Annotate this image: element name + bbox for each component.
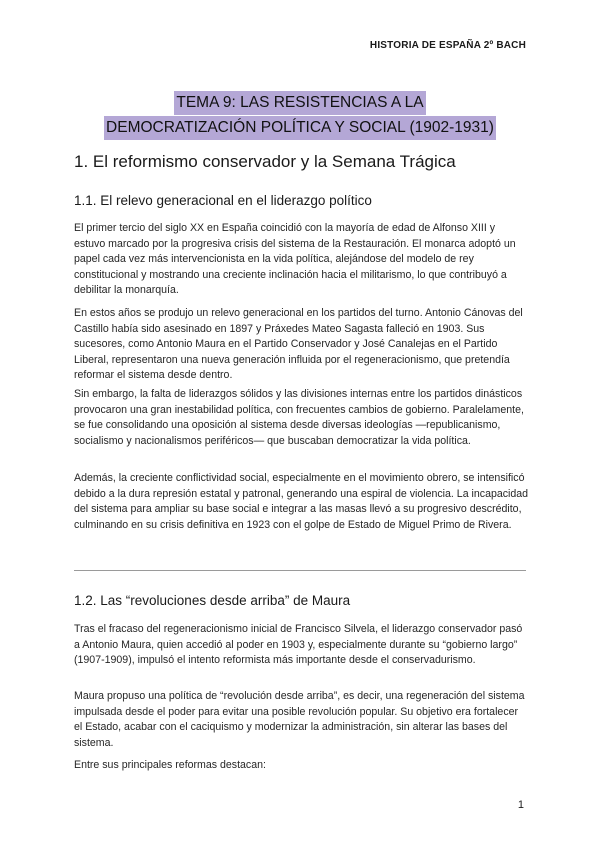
paragraph: Maura propuso una política de “revolución desde arriba”, es decir, una regeneración del sistema impulsada desde el poder para evitar una posible revolución popular. Su objetivo era fortalecer el Estado, acabar con el caciquismo y modernizar la administración, sin alterar las bases del sistema. xyxy=(74,690,525,749)
course-header: HISTORIA DE ESPAÑA 2º BACH xyxy=(369,40,526,51)
topic-title-line-1: TEMA 9: LAS RESISTENCIAS A LA xyxy=(174,91,425,115)
paragraph: El primer tercio del siglo XX en España coincidió con la mayoría de edad de Alfonso XIII y estuvo marcado por la progresiva crisis del sistema de la Restauración. El monarca adoptó un papel cada vez más intervencionista en la vida política, alejándose del modelo de rey constitucional y mostrando una creciente inclinación hacia el militarismo, lo que contribuyó a debilitar la monarquía. xyxy=(74,222,516,297)
subsection-heading-1-1: 1.1. El relevo generacional en el liderazgo político xyxy=(74,193,372,208)
page-number: 1 xyxy=(517,799,524,811)
topic-title-line-2: DEMOCRATIZACIÓN POLÍTICA Y SOCIAL (1902-1931) xyxy=(104,116,496,140)
section-divider xyxy=(74,570,526,571)
paragraph: Tras el fracaso del regeneracionismo inicial de Francisco Silvela, el liderazgo conservador pasó a Antonio Maura, quien accedió al poder en 1903 y, especialmente durante su “gobierno largo” (1907-1909), impulsó el intento reformista más importante desde el conservadurismo. xyxy=(74,623,523,667)
section-heading: 1. El reformismo conservador y la Semana Trágica xyxy=(74,152,456,171)
paragraph: Además, la creciente conflictividad social, especialmente en el movimiento obrero, se intensificó debido a la dura represión estatal y patronal, generando una espiral de violencia. La incapacidad del sistema para ampliar su base social e integrar a las masas llevó a su progresivo descrédito, culminando en su crisis definitiva en 1923 con el golpe de Estado de Miguel Primo de Rivera. xyxy=(74,472,529,531)
topic-title xyxy=(0,91,600,141)
paragraph: Entre sus principales reformas destacan: xyxy=(74,759,266,771)
paragraph: Sin embargo, la falta de liderazgos sólidos y las divisiones internas entre los partidos dinásticos provocaron una gran inestabilidad política, con frecuentes cambios de gobierno. Paralelamente, se fue consolidando una oposición al sistema desde diversas ideologías —republicanismo, socialismo y nacionalismos periféricos— que buscaban democratizar la vida política. xyxy=(74,388,524,447)
subsection-heading-1-2: 1.2. Las “revoluciones desde arriba” de Maura xyxy=(74,593,351,608)
paragraph: En estos años se produjo un relevo generacional en los partidos del turno. Antonio Cánovas del Castillo había sido asesinado en 1897 y Práxedes Mateo Sagasta falleció en 1903. Sus sucesores, como Antonio Maura en el Partido Conservador y José Canalejas en el Partido Liberal, representaron una nueva generación influida por el regeneracionismo, que pretendía reformar el sistema desde dentro. xyxy=(74,307,523,382)
